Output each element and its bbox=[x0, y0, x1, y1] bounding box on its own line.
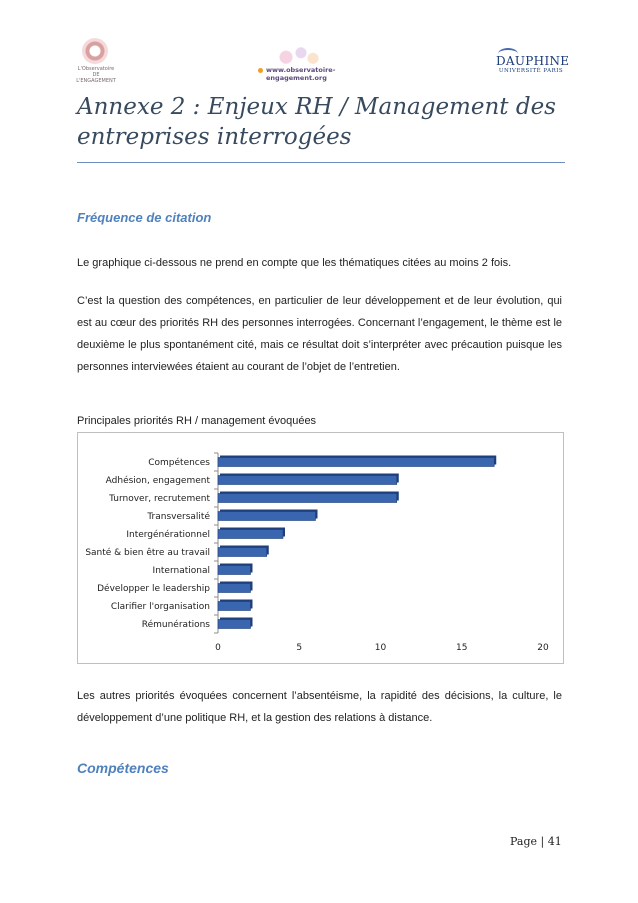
title-divider bbox=[77, 162, 565, 163]
observatoire-logo bbox=[74, 38, 118, 82]
bar bbox=[218, 512, 316, 521]
observatoire-logo-text: L'Observatoire DE L'ENGAGEMENT bbox=[76, 66, 116, 84]
category-label: Turnover, recrutement bbox=[109, 494, 210, 504]
category-label: Intergénérationnel bbox=[126, 530, 210, 540]
page-number: Page | 41 bbox=[510, 835, 562, 848]
priorities-chart-svg bbox=[78, 433, 563, 663]
section-heading-competences: Compétences bbox=[77, 760, 169, 776]
dauphine-swoosh-icon bbox=[498, 48, 518, 60]
x-tick-label: 20 bbox=[537, 643, 549, 653]
category-label: Rémunérations bbox=[141, 620, 210, 630]
bar bbox=[218, 458, 494, 467]
dauphine-logo bbox=[496, 54, 570, 84]
intro-paragraph: Le graphique ci-dessous ne prend en compte que les thématiques citées au moins 2 fois. bbox=[77, 257, 512, 269]
page-header bbox=[0, 0, 638, 90]
analysis-paragraph: C’est la question des compétences, en particulier de leur développement et de leur évolution, qui est au cœur des priorités RH des personnes interrogées. Concernant l’engagement, le thème est le deuxième le plus spontanément cité, mais ce résultat doit s’interpréter avec précaution puisque les personnes interviewées étaient au courant de l’objet de l’entretien. bbox=[77, 295, 562, 373]
observatoire-emblem-icon bbox=[82, 38, 108, 64]
category-label: International bbox=[152, 566, 210, 576]
flower-decoration-icon bbox=[268, 44, 328, 66]
chart-caption: Principales priorités RH / management évoquées bbox=[77, 415, 317, 427]
bullet-dot-icon bbox=[258, 68, 263, 73]
category-label: Santé & bien être au travail bbox=[85, 548, 210, 558]
category-label: Adhésion, engagement bbox=[105, 476, 210, 486]
dauphine-subtitle: UNIVERSITÉ PARIS bbox=[498, 68, 564, 74]
bar bbox=[218, 602, 251, 611]
observatoire-url: www.observatoire-engagement.org bbox=[266, 66, 336, 82]
section-heading-frequence: Fréquence de citation bbox=[77, 210, 212, 225]
bar bbox=[218, 620, 251, 629]
x-tick-label: 0 bbox=[215, 643, 221, 653]
x-tick-label: 15 bbox=[456, 643, 468, 653]
category-label: Transversalité bbox=[147, 512, 210, 522]
observatoire-web-logo bbox=[258, 44, 368, 84]
bar bbox=[218, 476, 397, 485]
x-tick-label: 10 bbox=[374, 643, 387, 653]
bar bbox=[218, 494, 397, 503]
priorities-chart bbox=[77, 432, 564, 664]
bar bbox=[218, 584, 251, 593]
category-label: Développer le leadership bbox=[97, 584, 210, 594]
bar bbox=[218, 530, 283, 539]
page-title: Annexe 2 : Enjeux RH / Management des entreprises interrogées bbox=[77, 94, 556, 150]
bar bbox=[218, 566, 251, 575]
category-label: Clarifier l'organisation bbox=[110, 602, 210, 612]
dauphine-name: DAUPHINE bbox=[496, 54, 570, 68]
other-priorities-paragraph: Les autres priorités évoquées concernent l’absentéisme, la rapidité des décisions, la culture, le développement d’une politique RH, et la gestion des relations à distance. bbox=[77, 690, 562, 724]
category-label: Compétences bbox=[148, 458, 210, 468]
x-tick-label: 5 bbox=[296, 643, 303, 653]
bar bbox=[218, 548, 267, 557]
